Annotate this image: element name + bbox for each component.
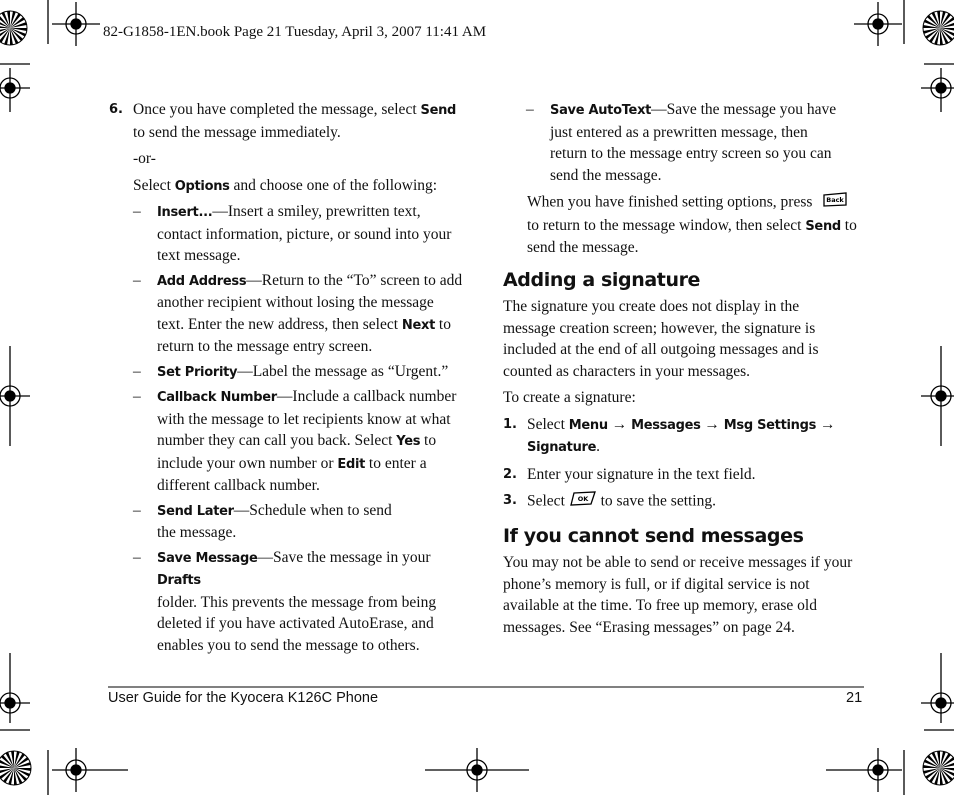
drafts-label: Drafts [157,573,201,588]
list-item: – Set Priority—Label the message as “Urgent.” [133,362,449,380]
crosshair-icon [921,68,954,112]
cannot-paragraph: You may not be able to send or receive messages if your phone’s memory is full, or if digital service is not available at the time. To free up memory, erase old messages. See “Erasing messages” on page 24. [503,554,853,636]
section-heading: If you cannot send messages [503,524,804,547]
starburst-icon [923,11,954,45]
starburst-icon [0,751,31,785]
edit-label: Edit [337,456,366,472]
item-label: Save Message [157,550,258,566]
or-text: -or- [133,150,156,167]
svg-text:Back: Back [826,196,845,204]
to-create-text: To create a signature: [503,389,636,406]
crosshair-icon [0,346,30,446]
item-label: Send Later [157,503,234,519]
step-number: 6. [109,102,123,117]
list-item: – Callback Number—Include a callback number with the message to let recipients know at what number they can call you back. Select Yes to include your own number or Edit to enter a different callback number. [133,388,457,494]
send-label: Send [420,103,457,118]
crosshair-icon [854,2,902,46]
next-label: Next [401,317,436,333]
item-label: Add Address [157,273,247,289]
item-label: Save AutoText [550,103,652,118]
crosshair-icon [425,748,529,792]
starburst-icon [923,751,954,785]
crosshair-icon [826,748,902,792]
crosshair-icon [921,653,954,723]
crosshair-icon [921,346,954,446]
send-label: Send [805,218,841,234]
item-label: Set Priority [157,364,238,380]
book-header: 82-G1858-1EN.book Page 21 Tuesday, April 3, 2007 11:41 AM [103,24,487,40]
crosshair-icon [0,653,30,723]
options-label: Options [174,178,230,194]
signature-label: Signature [527,440,597,455]
crosshair-icon [52,2,100,46]
starburst-icon [0,11,27,45]
messages-label: Messages [631,417,701,433]
left-column [109,99,478,656]
step-text: Once you have completed the message, select [133,101,421,118]
crosshair-icon [0,68,30,112]
right-column [503,99,865,638]
item-label: Callback Number [157,390,277,405]
section-heading: Adding a signature [503,268,701,291]
step-3: 3. Select OK to save the setting. [527,490,865,514]
when-paragraph: When you have finished setting options, press Back to return to the message window, then select Send to send the message. [527,191,865,259]
signature-paragraph: The signature you create does not display in the message creation screen; however, the signature is included at the end of all outgoing messages and is counted as characters in your messages. [503,298,819,380]
list-item: – Add Address—Return to the “To” screen to add another recipient without losing the message text. Enter the new address, then select Next to return to the message entry screen. [133,271,463,355]
choose-text: and choose one of the following: [229,176,438,194]
step-1: 1. Select Menu → Messages → Msg Settings → Signature. [503,415,836,455]
msg-settings-label: Msg Settings [723,417,817,433]
page-number: 21 [846,690,863,706]
step-text-2: to send the message immediately. [133,123,341,141]
item-label: Insert... [157,205,213,220]
yes-label: Yes [396,434,421,449]
crosshair-icon [52,748,128,792]
svg-text:OK: OK [577,495,589,503]
list-item: – Insert...—Insert a smiley, prewritten text, contact information, picture, or sound into your text message. [133,203,452,264]
step-6 [109,99,478,197]
list-item: – Send Later—Schedule when to send the message. [133,501,392,541]
list-item: – Save AutoText—Save the message you have just entered as a prewritten message, then return to the message entry screen so you can send the message. [526,101,837,184]
select-text: Select [133,176,175,194]
list-item: – Save Message—Save the message in your Drafts folder. This prevents the message from being deleted if you have activated AutoErase, and enables you to send the message to others. [133,548,437,654]
ok-key-icon [569,490,597,514]
menu-label: Menu [568,417,608,433]
footer-title: User Guide for the Kyocera K126C Phone [108,690,379,706]
step-2: 2. Enter your signature in the text field. [503,465,756,483]
back-key-icon [822,191,848,215]
